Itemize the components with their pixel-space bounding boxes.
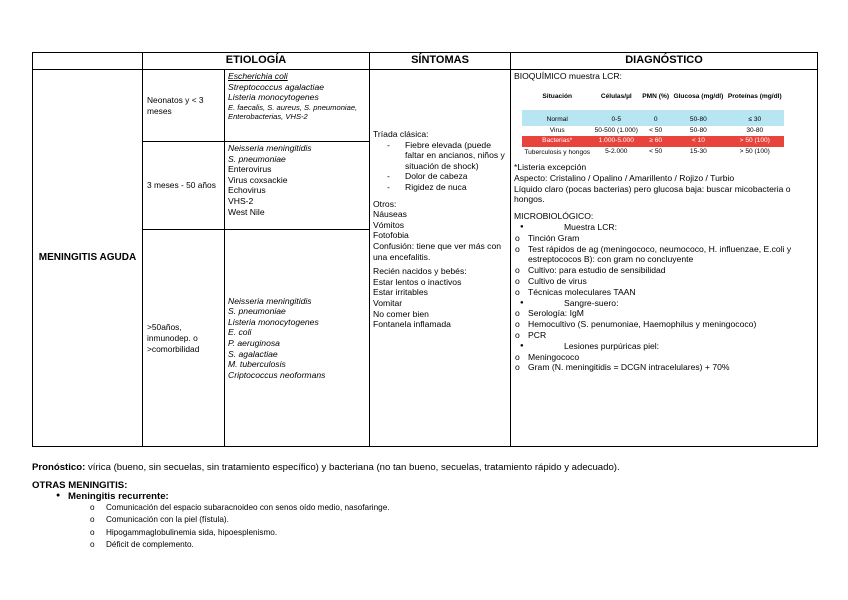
organism: S. agalactiae (228, 348, 278, 359)
micro-item: o PCR (514, 330, 814, 341)
lcr-header: Proteínas (mg/dl) (727, 93, 782, 101)
organism: Escherichia coli (228, 71, 288, 81)
lcr-header: Células/µl (600, 93, 632, 101)
row-neonatos (33, 70, 818, 142)
lcr-header: PMN (%) (642, 93, 670, 101)
lcr-cell: > 50 (100) (726, 136, 784, 147)
lcr-row-virus (522, 126, 784, 137)
disease-cell: MENINGITIS AGUDA (33, 70, 143, 447)
micro-item: o Meningococo (514, 352, 814, 363)
symptom-item: Vómitos (373, 219, 405, 230)
lcr-sample-label: ● Muestra LCR: (514, 222, 814, 233)
header-row (33, 53, 818, 70)
lcr-table (522, 86, 784, 158)
triad-item: - Dolor de cabeza (403, 171, 507, 182)
skin-label: ● Lesiones purpúricas piel: (514, 341, 814, 352)
newborn-title: Recién nacidos y bebés: (373, 266, 467, 277)
organism: Criptococcus neoformans (228, 369, 326, 380)
lcr-cell: 15-30 (689, 148, 707, 156)
lcr-cell: 0-5 (592, 115, 640, 126)
symptom-item: Estar lentos o inactivos (373, 276, 462, 287)
symptom-item: Fotofobia (373, 230, 409, 241)
symptom-item: No comer bien (373, 308, 429, 319)
triad-title: Tríada clásica: (373, 129, 429, 139)
prognosis (32, 461, 822, 474)
lcr-cell: 50-80 (671, 115, 725, 126)
liquid-text: Líquido claro (pocas bacterias) pero glucosa baja: buscar micobacteria o hongos. (514, 183, 791, 205)
micro-item: o Test rápidos de ag (meningococo, neumococo, H. influenzae, E.coli y estreptococos B): con gram no concluyente (514, 244, 814, 266)
lcr-cell: ≥ 60 (640, 136, 671, 147)
organism-list (225, 230, 370, 447)
organism: M. tuberculosis (228, 359, 286, 370)
micro-item: o Gram (N. meningitidis = DCGN intracelulares) + 70% (514, 362, 814, 373)
organism: Streptococcus agalactiae (228, 81, 325, 92)
organism: S. pneumoniae (228, 306, 286, 317)
micro-item: o Serología: IgM (514, 308, 814, 319)
lcr-cell: < 50 (649, 148, 663, 156)
lcr-cell: 50-80 (689, 126, 707, 134)
organism: Listeria monocytogenes (228, 316, 319, 327)
prognosis-text: vírica (bueno, sin secuelas, sin tratamiento específico) y bacteriana (no tan bueno, secuelas, tratamiento rápido y adecuado). (87, 462, 620, 473)
lcr-cell: Virus (549, 126, 565, 134)
organism: Virus coxsackie (228, 174, 288, 185)
micro-item: o Cultivo: para estudio de sensibilidad (514, 265, 814, 276)
organism: Neisseria meningitidis (228, 143, 312, 153)
listeria-note: *Listeria excepción (514, 161, 587, 172)
header-sintomas: SÍNTOMAS (370, 53, 511, 70)
recurrent-item: o Comunicación con la piel (fístula). (106, 514, 822, 526)
lcr-cell: 50-500 (1.000) (594, 126, 638, 134)
header-blank (33, 53, 143, 70)
organism: E. faecalis, S. aureus, S. pneumoniae, Enterobacterias, VHS-2 (228, 102, 358, 121)
organism: S. pneumoniae (228, 153, 286, 164)
recurrent-item: o Comunicación del espacio subaracnoideo con senos oído medio, nasofaringe. (106, 502, 822, 514)
lcr-row-tuberculosis (522, 147, 784, 158)
symptom-item: Estar irritables (373, 287, 428, 298)
recurrent-title: ● Meningitis recurrente: (56, 491, 822, 502)
meningitis-table (32, 52, 818, 447)
lcr-cell: 30-80 (746, 126, 764, 134)
lcr-row-normal (522, 115, 784, 126)
organism: Enterovirus (228, 164, 272, 175)
triad-list (373, 140, 507, 193)
others-title: Otros: (373, 198, 397, 209)
lcr-cell: < 50 (649, 126, 663, 134)
micro-list (514, 222, 814, 373)
symptom-item: Náuseas (373, 209, 407, 220)
aspect-text: Aspecto: Cristalino / Opalino / Amarillento / Rojizo / Turbio (514, 172, 735, 183)
recurrent-item: o Hipogammaglobulinemia sida, hipoesplenismo. (106, 527, 822, 539)
organism: VHS-2 (228, 195, 254, 206)
organism: West Nile (228, 206, 265, 217)
organism: P. aeruginosa (228, 338, 280, 348)
lcr-header: Situación (542, 93, 573, 101)
organism: Listeria monocytogenes (228, 92, 319, 103)
micro-title: MICROBIOLÓGICO: (514, 211, 594, 222)
symptoms-cell (370, 70, 511, 447)
notes-section (32, 461, 822, 551)
recurrent-item: o Déficit de complemento. (106, 539, 822, 551)
lcr-cell: 0 (640, 115, 671, 126)
lcr-cell: > 50 (100) (739, 148, 770, 156)
organism: Neisseria meningitidis (228, 295, 312, 306)
lcr-header: Glucosa (mg/dl) (673, 93, 724, 101)
triad-item: - Rigidez de nuca (403, 182, 507, 193)
header-etiologia: ETIOLOGÍA (143, 53, 370, 70)
diagnosis-cell (511, 70, 818, 447)
symptom-item: Vomitar (373, 297, 403, 308)
header-diagnostico: DIAGNÓSTICO (511, 53, 818, 70)
otras-title: OTRAS MENINGITIS: (32, 480, 128, 491)
organism-list (225, 142, 370, 230)
lcr-cell: 5-2.000 (605, 148, 628, 156)
micro-item: o Técnicas moleculares TAAN (514, 287, 814, 298)
lcr-row-bacterias (522, 136, 784, 147)
blood-label: ● Sangre-suero: (514, 298, 814, 309)
age-group-label: >50años, inmunodep. o >comorbilidad (143, 230, 225, 447)
lcr-header-row (522, 86, 784, 110)
micro-item: o Tinción Gram (514, 233, 814, 244)
triad-item: - Fiebre elevada (puede faltar en ancianos, niños y situación de shock) (403, 140, 507, 172)
micro-item: o Hemocultivo (S. penumoniae, Haemophilus y meningococo) (514, 319, 814, 330)
organism: Echovirus (228, 185, 266, 196)
lcr-cell: Bacterias* (522, 136, 592, 147)
lcr-cell: Tuberculosis y hongos (524, 149, 591, 157)
recurrent-list (32, 502, 822, 551)
lcr-cell: ≤ 30 (726, 115, 784, 126)
age-group-label: Neonatos y < 3 meses (143, 70, 225, 142)
micro-item: o Cultivo de virus (514, 276, 814, 287)
prognosis-label: Pronóstico: (32, 462, 86, 473)
lcr-cell: Normal (522, 115, 592, 126)
symptom-item: Confusión: tiene que ver más con una encefalitis. (373, 240, 502, 262)
symptom-item: Fontanela inflamada (373, 319, 451, 330)
lcr-cell: < 10 (671, 136, 725, 147)
organism-list (225, 70, 370, 142)
bio-title: BIOQUÍMICO muestra LCR: (514, 71, 622, 81)
organism: E. coli (228, 327, 252, 338)
lcr-cell: 1.000-5.000 (592, 136, 640, 147)
age-group-label: 3 meses - 50 años (143, 142, 225, 230)
